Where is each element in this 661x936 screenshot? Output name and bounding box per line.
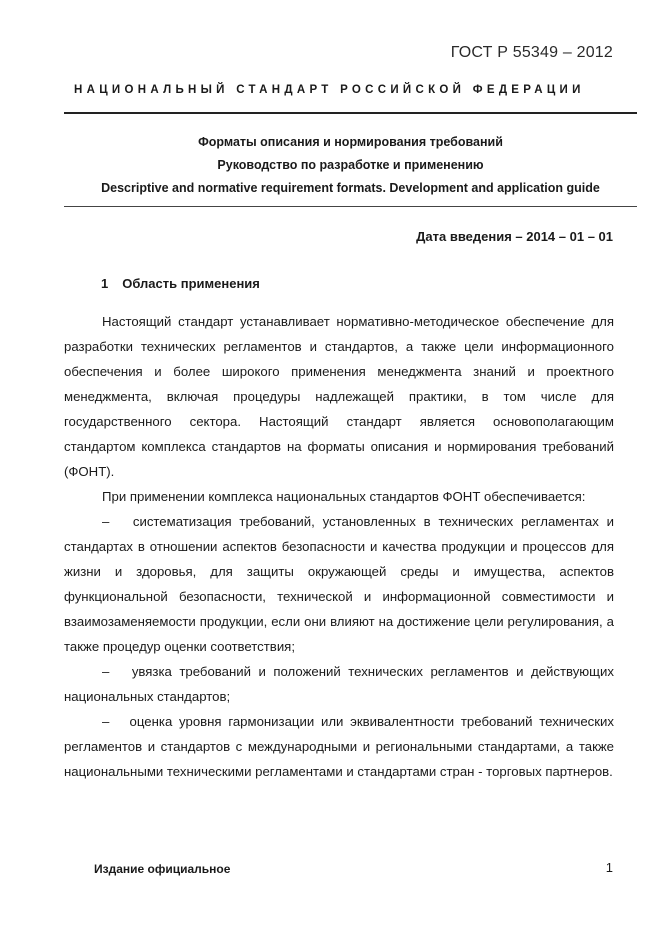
edition-note: Издание официальное	[94, 862, 231, 876]
section-body	[64, 309, 614, 784]
list-item: – оценка уровня гармонизации или эквивалентности требований технических регламентов и стандартов с международными и региональными стандартами, а также национальными техническими регламентами и стандартами стран - торговых партнеров.	[64, 709, 614, 784]
page-number: 1	[605, 860, 613, 875]
document-title-block	[64, 131, 637, 200]
title-line-en: Descriptive and normative requirement formats. Development and application guide	[101, 181, 600, 195]
header-divider	[64, 112, 637, 114]
paragraph: Настоящий стандарт устанавливает нормативно-методическое обеспечение для разработки технических регламентов и стандартов, а также цели информационного обеспечения и более широкого применения менеджмента знаний и проектного менеджмента, включая процедуры надлежащей практики, в том числе для государственного сектора. Настоящий стандарт является основополагающим стандартом комплекса стандартов на форматы описания и нормирования требований (ФОНТ).	[64, 314, 614, 479]
section-heading	[101, 276, 260, 291]
title-divider	[64, 206, 637, 207]
list-item: – увязка требований и положений технических регламентов и действующих национальных стандартов;	[64, 659, 614, 709]
title-line-ru-2: Руководство по разработке и применению	[217, 158, 484, 172]
section-number: 1	[101, 276, 109, 291]
standard-banner: НАЦИОНАЛЬНЫЙ СТАНДАРТ РОССИЙСКОЙ ФЕДЕРАЦИИ	[74, 84, 585, 96]
document-number: ГОСТ Р 55349 – 2012	[450, 44, 613, 61]
introduction-date: Дата введения – 2014 – 01 – 01	[416, 229, 613, 244]
title-line-ru-1: Форматы описания и нормирования требований	[198, 135, 503, 149]
section-title: Область применения	[122, 276, 260, 291]
paragraph: При применении комплекса национальных стандартов ФОНТ обеспечивается:	[102, 489, 586, 504]
list-item: – систематизация требований, установленных в технических регламентах и стандартах в отношении аспектов безопасности и качества продукции и процессов для жизни и здоровья, для защиты окружающей среды и имущества, аспектов функциональной безопасности, технической и информационной совместимости и взаимозаменяемости продукции, если они влияют на достижение цели регулирования, а также процедур оценки соответствия;	[64, 509, 614, 659]
